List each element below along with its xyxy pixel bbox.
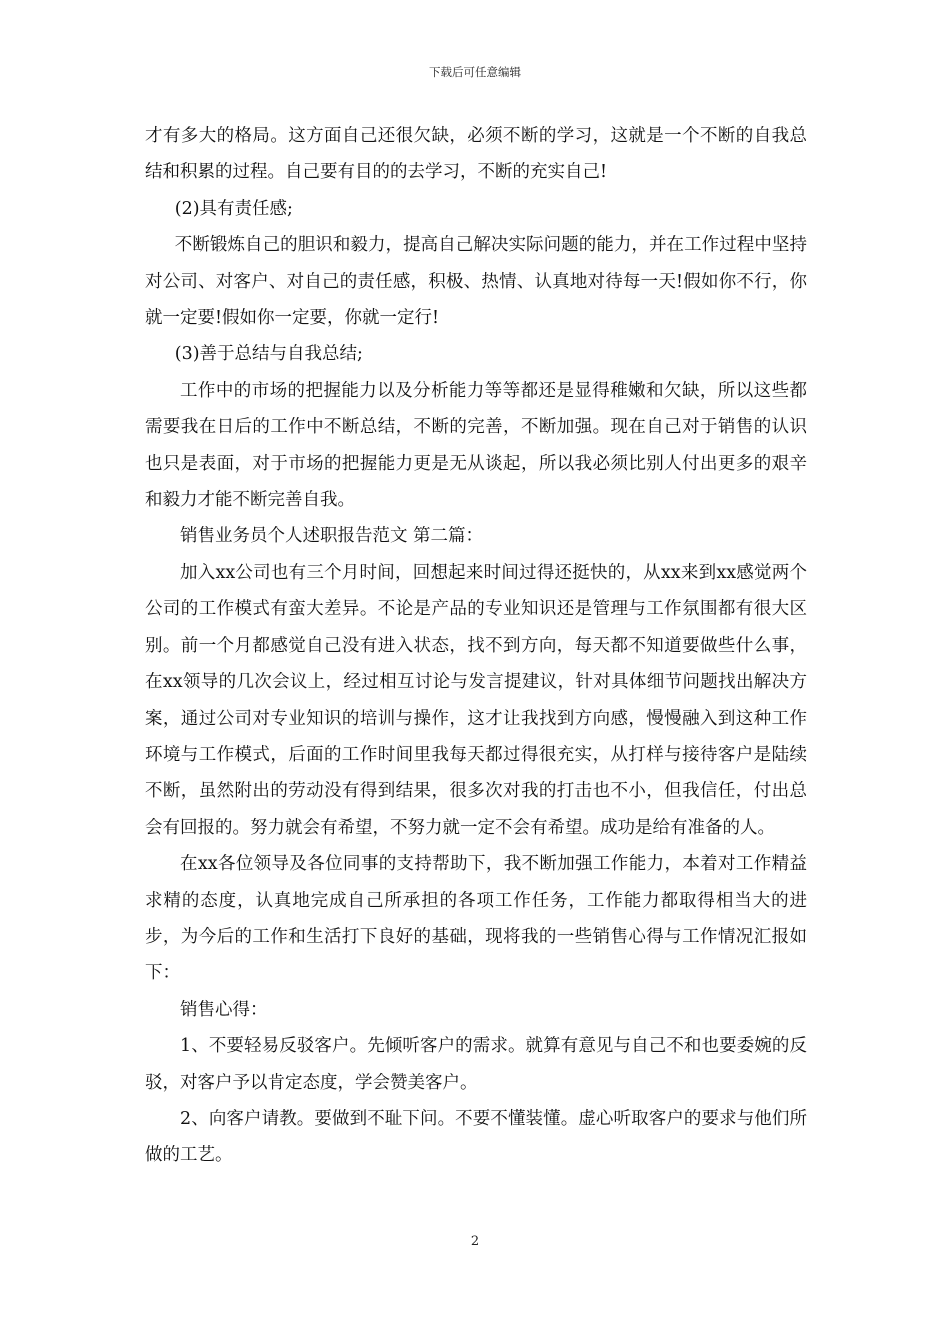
page-header: 下载后可任意编辑 [429, 65, 521, 79]
paragraph: 才有多大的格局。这方面自己还很欠缺，必须不断的学习，这就是一个不断的自我总结和积累的过程。自己要有目的的去学习，不断的充实自己! [145, 126, 807, 183]
section-title: 销售业务员个人述职报告范文 第二篇： [180, 526, 484, 547]
list-item: 2、向客户请教。要做到不耻下问。不要不懂装懂。虚心听取客户的要求与他们所做的工艺。 [145, 1108, 807, 1166]
paragraph: 加入xx公司也有三个月时间，回想起来时间过得还挺快的，从xx来到xx感觉两个公司的工作模式有蛮大差异。不论是产品的专业知识还是管理与工作氛围都有很大区别。前一个月都感觉自己没有进入状态，找不到方向，每天都不知道要做些什么事，在xx领导的几次会议上，经过相互讨论与发言提建议，针对具体细节问题找出解决方案，通过公司对专业知识的培训与操作，这才让我找到方向感，慢慢融入到这种工作环境与工作模式，后面的工作时间里我每天都过得很充实，从打样与接待客户是陆续不断，虽然附出的劳动没有得到结果，很多次对我的打击也不小，但我信任，付出总会有回报的。努力就会有希望，不努力就一定不会有希望。成功是给有准备的人。 [145, 562, 807, 838]
page-number: 2 [470, 1234, 480, 1249]
paragraph: 不断锻炼自己的胆识和毅力，提高自己解决实际问题的能力，并在工作过程中坚持对公司、对客户、对自己的责任感，积极、热情、认真地对待每一天!假如你不行，你就一定要!假如你一定要，你就一定行! [145, 235, 807, 329]
paragraph-heading: (3)善于总结与自我总结; [174, 344, 363, 365]
document-body [145, 118, 807, 1174]
list-item: 1、不要轻易反驳客户。先倾听客户的需求。就算有意见与自己不和也要委婉的反驳，对客户予以肯定态度，学会赞美客户。 [145, 1036, 807, 1093]
paragraph-heading: (2)具有责任感; [174, 198, 293, 219]
paragraph-heading: 销售心得： [180, 999, 268, 1020]
paragraph: 在xx各位领导及各位同事的支持帮助下，我不断加强工作能力，本着对工作精益求精的态度，认真地完成自己所承担的各项工作任务，工作能力都取得相当大的进步，为今后的工作和生活打下良好的基础，现将我的一些销售心得与工作情况汇报如下： [145, 854, 807, 984]
paragraph: 工作中的市场的把握能力以及分析能力等等都还是显得稚嫩和欠缺，所以这些都需要我在日后的工作中不断总结，不断的完善，不断加强。现在自己对于销售的认识也只是表面，对于市场的把握能力更是无从谈起，所以我必须比别人付出更多的艰辛和毅力才能不断完善自我。 [145, 380, 807, 511]
